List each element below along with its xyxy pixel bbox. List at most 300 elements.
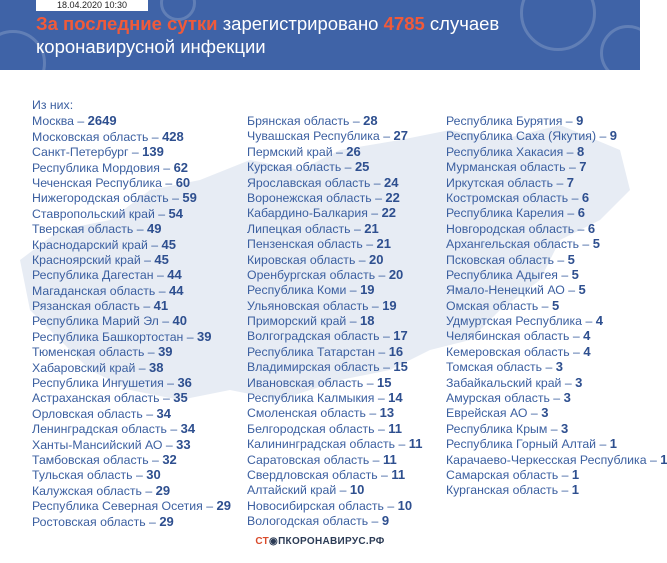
dash-separator: – [558, 467, 572, 482]
case-count: 22 [381, 205, 397, 221]
region-name: Ставропольский край [32, 206, 155, 221]
column-2 [247, 113, 447, 529]
case-count: 26 [346, 143, 361, 159]
region-name: Тверская область [32, 222, 134, 237]
dash-separator: – [73, 114, 88, 129]
dash-separator: – [202, 499, 217, 514]
dash-separator: – [538, 298, 552, 313]
region-name: Брянская область [247, 114, 350, 128]
list-item [32, 437, 237, 452]
list-item [446, 159, 636, 174]
case-count: 18 [359, 313, 375, 329]
dash-separator: – [596, 129, 610, 144]
region-name: Тамбовская область [32, 452, 149, 467]
list-item [247, 498, 447, 513]
region-name: Курская область [247, 160, 342, 175]
list-item [446, 405, 636, 420]
case-count: 11 [408, 436, 423, 452]
list-item [32, 498, 237, 513]
dash-separator: – [549, 391, 564, 406]
dash-separator: – [557, 267, 572, 282]
case-count: 5 [571, 266, 579, 282]
dash-separator: – [163, 376, 178, 391]
dash-separator: – [369, 452, 383, 467]
case-count: 13 [379, 405, 395, 421]
dash-separator: – [341, 160, 355, 175]
region-name: Ханты-Мансийский АО [32, 437, 163, 452]
case-count: 44 [167, 267, 182, 283]
region-name: Республика Коми [247, 283, 347, 298]
case-count: 45 [161, 236, 176, 252]
case-count: 5 [567, 251, 575, 267]
case-count: 5 [578, 282, 586, 298]
column-3 [446, 113, 667, 498]
case-count: 29 [216, 498, 231, 514]
dash-separator: – [183, 329, 198, 344]
dash-separator: – [395, 437, 409, 452]
list-item [247, 421, 447, 436]
region-name: Новгородская область [446, 221, 575, 236]
dash-separator: – [155, 283, 170, 298]
dash-separator: – [375, 267, 389, 282]
list-item [247, 252, 447, 267]
case-count: 428 [162, 128, 184, 144]
dash-separator: – [332, 144, 347, 159]
case-count: 4 [583, 343, 591, 359]
dash-separator: – [547, 421, 562, 436]
case-count: 62 [173, 159, 189, 175]
region-name: Республика Ингушетия [32, 376, 164, 391]
list-item [247, 236, 447, 251]
dash-separator: – [133, 222, 147, 237]
dash-separator: – [158, 314, 173, 329]
case-count: 1 [571, 466, 580, 482]
region-name: Ростовская область [32, 514, 146, 529]
dash-separator: – [569, 329, 584, 344]
region-name: Смоленская область [247, 406, 366, 421]
case-count: 7 [579, 159, 587, 175]
region-name: Вологодская область [247, 514, 369, 529]
list-item [32, 252, 237, 267]
case-count: 41 [153, 298, 169, 314]
case-count: 22 [385, 189, 400, 205]
region-name: Оренбургская область [247, 267, 376, 282]
case-count: 54 [168, 205, 183, 221]
list-item [446, 252, 636, 267]
case-count: 15 [393, 359, 408, 375]
case-count: 60 [175, 174, 191, 190]
list-item [32, 298, 237, 313]
case-count: 34 [156, 405, 171, 421]
list-item [32, 283, 237, 298]
list-item [446, 113, 636, 128]
region-name: Архангельская область [446, 237, 580, 252]
list-item [446, 144, 636, 159]
dash-separator: – [374, 421, 389, 436]
dash-separator: – [145, 514, 160, 529]
dash-separator: – [350, 221, 365, 236]
region-name: Кабардино-Балкария [247, 206, 368, 221]
case-count: 39 [197, 328, 212, 344]
case-count: 10 [397, 497, 413, 513]
region-name: Республика Крым [446, 421, 548, 436]
list-item [446, 436, 636, 451]
list-item [247, 344, 447, 359]
region-name: Амурская область [446, 391, 550, 406]
region-name: Калужская область [32, 483, 142, 498]
list-item [446, 390, 636, 405]
list-item [32, 221, 237, 236]
case-count: 14 [388, 390, 403, 406]
list-item [32, 406, 237, 421]
list-item [247, 513, 447, 528]
region-name: Рязанская область [32, 299, 140, 314]
dash-separator: – [582, 314, 596, 329]
case-count: 3 [575, 374, 583, 390]
region-name: Республика Бурятия [446, 114, 563, 128]
case-count: 29 [159, 513, 174, 529]
dash-separator: – [365, 406, 380, 421]
list-item [32, 514, 237, 529]
region-name: Новосибирская область [247, 498, 384, 513]
dash-separator: – [561, 375, 576, 390]
dash-separator: – [166, 422, 181, 437]
list-item [247, 390, 447, 405]
region-name: Магаданская область [32, 283, 156, 298]
dash-separator: – [144, 345, 159, 360]
case-count: 7 [566, 174, 575, 190]
region-name: Еврейская АО [446, 406, 528, 421]
region-name: Красноярский край [32, 252, 141, 267]
region-name: Удмуртская Республика [446, 314, 583, 329]
list-item [446, 190, 636, 205]
list-item [247, 298, 447, 313]
case-count: 6 [577, 205, 585, 221]
case-count: 4 [595, 313, 603, 329]
list-item [32, 421, 237, 436]
list-item [247, 113, 447, 128]
region-name: Костромская область [446, 190, 569, 205]
list-item [247, 328, 447, 343]
title-accent: За последние сутки [36, 13, 218, 34]
region-name: Кемеровская область [446, 344, 570, 359]
region-name: Псковская область [446, 252, 554, 267]
dash-separator: – [362, 237, 377, 252]
case-count: 15 [377, 374, 392, 390]
region-name: Тюменская область [32, 345, 145, 360]
case-count: 27 [393, 128, 408, 144]
list-item [247, 436, 447, 451]
dash-separator: – [383, 498, 398, 513]
list-item [446, 282, 636, 297]
case-count: 21 [376, 236, 391, 252]
list-item [32, 129, 237, 144]
region-name: Краснодарский край [32, 237, 148, 252]
dash-separator: – [148, 452, 163, 467]
dash-separator: – [368, 298, 383, 313]
header-banner [0, 0, 640, 70]
case-count: 139 [142, 144, 164, 160]
case-count: 4 [583, 328, 591, 344]
region-name: Пермский край [247, 144, 333, 159]
case-count: 21 [364, 220, 379, 236]
case-count: 28 [363, 113, 378, 128]
case-count: 34 [180, 421, 196, 437]
case-count: 36 [177, 375, 192, 391]
region-name: Алтайский край [247, 483, 337, 498]
case-count: 49 [146, 221, 162, 237]
case-count: 17 [393, 328, 408, 344]
dash-separator: – [646, 452, 661, 467]
dash-separator: – [377, 467, 392, 482]
dash-separator: – [527, 406, 542, 421]
dash-separator: – [562, 114, 577, 128]
region-name: Калининградская область [247, 437, 396, 452]
region-name: Санкт-Петербург [32, 145, 129, 160]
list-item [446, 451, 667, 467]
dash-separator: – [371, 190, 386, 205]
list-item [446, 128, 636, 143]
region-name: Воронежская область [247, 190, 372, 205]
region-name: Томская область [446, 360, 543, 375]
list-item [446, 175, 636, 190]
list-item [247, 467, 447, 482]
list-item [247, 190, 447, 205]
dash-separator: – [370, 175, 385, 190]
region-name: Липецкая область [247, 221, 351, 236]
list-item [247, 405, 447, 420]
region-name: Свердловская область [247, 467, 378, 482]
list-item [32, 329, 237, 344]
region-name: Республика Северная Осетия [32, 499, 203, 514]
dash-separator: – [367, 206, 382, 221]
dash-separator: – [159, 160, 174, 175]
dash-separator: – [355, 252, 370, 267]
list-item [247, 359, 447, 374]
case-count: 35 [173, 390, 188, 406]
dash-separator: – [379, 329, 394, 344]
dash-separator: – [128, 145, 143, 160]
list-item [446, 344, 636, 359]
dash-separator: – [154, 206, 169, 221]
region-name: Республика Карелия [446, 206, 565, 221]
list-item [247, 205, 447, 220]
list-item [446, 482, 636, 497]
list-item [446, 313, 636, 328]
dash-separator: – [569, 344, 584, 359]
region-name: Самарская область [446, 467, 559, 482]
list-item [32, 360, 237, 375]
list-item [32, 160, 237, 175]
list-item [247, 159, 447, 174]
region-name: Республика Татарстан [247, 344, 376, 359]
region-name: Белгородская область [247, 421, 375, 436]
region-name: Республика Мордовия [32, 160, 160, 175]
dash-separator: – [141, 483, 156, 498]
stopcoronavirus-logo [0, 536, 640, 547]
list-item [32, 313, 237, 328]
dash-separator: – [564, 206, 578, 221]
dash-separator: – [379, 129, 394, 144]
list-item [32, 467, 237, 482]
region-name: Нижегородская область [32, 191, 169, 206]
case-count: 11 [382, 451, 397, 467]
case-count: 19 [382, 297, 397, 313]
list-item [446, 328, 636, 343]
case-count: 1 [609, 436, 617, 452]
region-name: Ивановская область [247, 375, 364, 390]
list-item [32, 206, 237, 221]
dash-separator: – [564, 283, 579, 298]
list-item [32, 375, 237, 390]
region-name: Челябинская область [446, 329, 570, 344]
case-count: 30 [146, 467, 161, 483]
list-item [247, 144, 447, 159]
region-name: Московская область [32, 129, 149, 144]
region-name: Мурманская область [446, 160, 566, 175]
logo-stop: СТ [255, 536, 270, 547]
column-1 [32, 98, 237, 529]
region-name: Республика Дагестан [32, 268, 154, 283]
list-item [446, 205, 636, 220]
dash-separator: – [159, 391, 174, 406]
dash-separator: – [374, 391, 389, 406]
list-item [446, 236, 636, 251]
dash-separator: – [140, 252, 155, 267]
dash-separator: – [162, 175, 176, 190]
case-count: 24 [384, 174, 399, 190]
title-end: случаев коронавирусной инфекции [36, 13, 500, 57]
region-name: Курганская область [446, 483, 559, 498]
list-item [446, 421, 636, 436]
region-name: Астраханская область [32, 391, 160, 406]
case-count: 39 [158, 344, 173, 360]
region-name: Республика Горный Алтай [446, 437, 597, 452]
case-count: 10 [349, 482, 365, 498]
case-count: 38 [149, 359, 164, 375]
list-item [247, 267, 447, 282]
case-count: 32 [162, 451, 177, 467]
list-item [247, 282, 447, 297]
list-item [446, 375, 636, 390]
region-name: Забайкальский край [446, 375, 562, 390]
case-count: 59 [182, 190, 197, 206]
region-name: Республика Марий Эл [32, 314, 159, 329]
dash-separator: – [336, 483, 350, 498]
logo-rest: ПКОРОНАВИРУС.РФ [278, 536, 385, 547]
dash-separator: – [553, 252, 568, 267]
region-name: Республика Саха (Якутия) [446, 129, 597, 144]
case-count: 40 [172, 313, 188, 329]
region-name: Ярославская область [247, 175, 371, 190]
list-item [446, 298, 636, 313]
list-item [32, 483, 237, 498]
stop-sign-icon: ◉ [269, 536, 279, 547]
list-item [446, 267, 636, 282]
dash-separator: – [135, 360, 150, 375]
list-item [446, 221, 636, 236]
dash-separator: – [168, 191, 183, 206]
region-name: Республика Калмыкия [247, 391, 375, 406]
case-count: 1 [571, 482, 580, 498]
list-item [446, 467, 636, 482]
case-count: 5 [551, 297, 560, 313]
case-count: 44 [169, 282, 184, 298]
region-name: Республика Хакасия [446, 144, 564, 159]
region-name: Ленинградская область [32, 422, 167, 437]
dash-separator: – [346, 314, 360, 329]
dash-separator: – [349, 114, 364, 128]
case-count: 2649 [87, 113, 117, 129]
dash-separator: – [142, 406, 157, 421]
dash-separator: – [568, 190, 582, 205]
dash-separator: – [563, 144, 577, 159]
region-name: Республика Башкортостан [32, 329, 184, 344]
case-count: 19 [360, 282, 375, 298]
region-name: Чувашская Республика [247, 129, 380, 144]
title-count: 4785 [383, 13, 425, 34]
case-count: 9 [576, 113, 584, 128]
list-item [247, 313, 447, 328]
dash-separator: – [346, 283, 361, 298]
case-count: 9 [381, 513, 390, 529]
case-count: 3 [561, 420, 569, 436]
case-count: 29 [155, 482, 171, 498]
list-item [247, 175, 447, 190]
region-name: Владимирская область [247, 360, 380, 375]
list-item [247, 128, 447, 143]
list-item [446, 359, 636, 374]
case-count: 5 [592, 236, 600, 252]
list-item [247, 375, 447, 390]
list-item [32, 144, 237, 159]
case-count: 3 [541, 405, 549, 421]
case-count: 6 [587, 220, 596, 236]
list-intro: Из них: [32, 98, 74, 112]
list-item [247, 221, 447, 236]
dash-separator: – [139, 299, 154, 314]
list-item [32, 344, 237, 359]
dash-separator: – [579, 237, 593, 252]
dash-separator: – [363, 375, 378, 390]
case-count: 6 [581, 189, 590, 205]
region-name: Пензенская область [247, 237, 363, 252]
dash-separator: – [574, 221, 588, 236]
list-item [247, 452, 447, 467]
case-count: 45 [154, 251, 169, 267]
case-count: 25 [354, 159, 370, 175]
case-count: 3 [555, 359, 564, 375]
case-count: 11 [391, 466, 406, 482]
region-name: Ульяновская область [247, 298, 369, 313]
list-item [32, 190, 237, 205]
case-count: 33 [176, 436, 191, 452]
region-name: Волгоградская область [247, 329, 380, 344]
region-name: Москва [32, 114, 74, 129]
case-count: 3 [563, 390, 571, 406]
region-name: Кировская область [247, 252, 356, 267]
dash-separator: – [542, 360, 556, 375]
case-count: 1 [660, 451, 667, 467]
list-item [32, 175, 237, 190]
list-item [32, 452, 237, 467]
list-item [32, 113, 237, 128]
case-count: 16 [388, 343, 404, 359]
dash-separator: – [375, 344, 389, 359]
dash-separator: – [153, 268, 168, 283]
region-name: Иркутская область [446, 175, 554, 190]
case-count: 9 [609, 128, 617, 144]
